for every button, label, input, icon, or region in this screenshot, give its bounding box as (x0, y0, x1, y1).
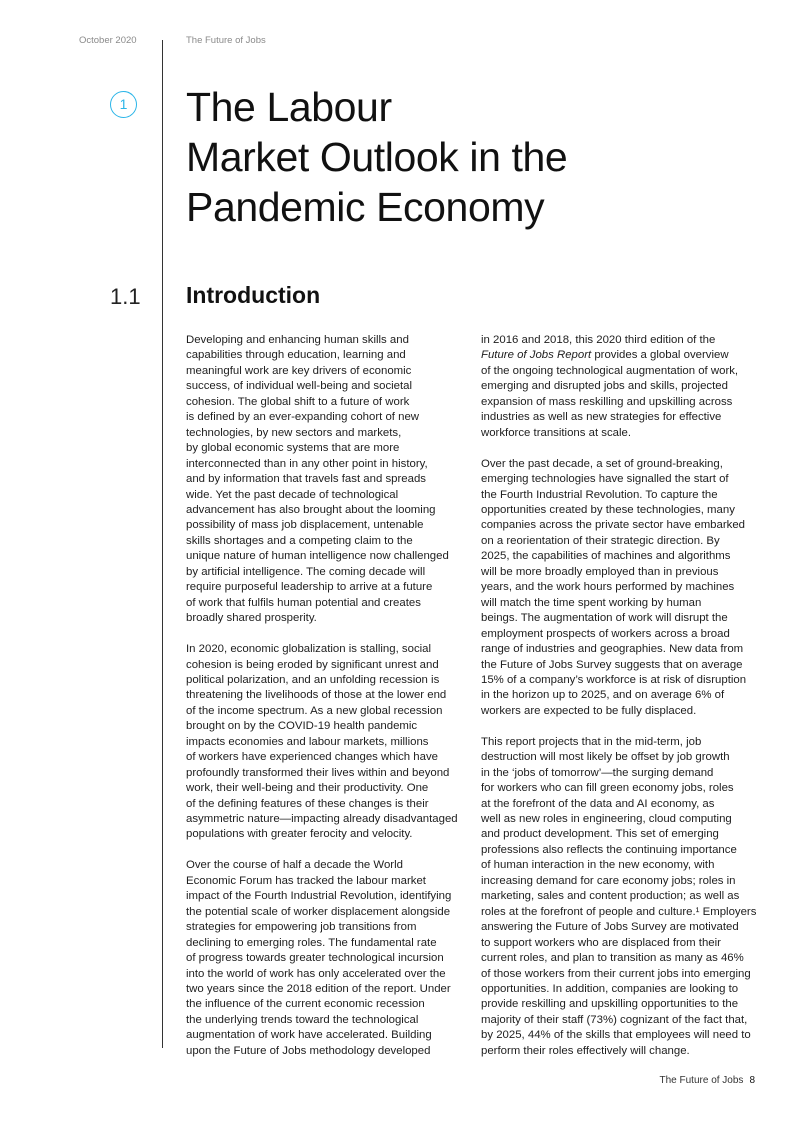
text-line: augmentation of work have accelerated. Building (186, 1029, 432, 1042)
text-line: broadly shared prosperity. (186, 612, 317, 625)
report-title-italic: Future of Jobs Report (481, 349, 592, 362)
chapter-number-badge: 1 (110, 91, 137, 118)
text-line: employment prospects of workers across a broad (481, 627, 730, 640)
text-line: wide. Yet the past decade of technological (186, 488, 399, 501)
page-footer (660, 1075, 756, 1086)
text-line: into the world of work has only accelerated over the (186, 967, 446, 980)
text-line: of work that fulfils human potential and creates (186, 596, 421, 609)
paragraph (186, 642, 476, 843)
text-line: by global economic systems that are more (186, 442, 400, 455)
margin-rule (162, 40, 163, 1048)
text-line: success, of individual well-being and societal (186, 380, 413, 393)
text-line: the potential scale of worker displacement alongside (186, 905, 451, 918)
text-line: profoundly transformed their lives within and beyond (186, 766, 450, 779)
text-line: opportunities created by these technologies, many (481, 503, 735, 516)
text-line: Economic Forum has tracked the labour market (186, 874, 426, 887)
text-line: strategies for empowering job transitions from (186, 921, 417, 934)
text-line: of workers have experienced changes which have (186, 751, 439, 764)
text-line: emerging and disrupted jobs and skills, projected (481, 380, 728, 393)
text-line: meaningful work are key drivers of economic (186, 364, 412, 377)
text-line: by 2025, 44% of the skills that employees will need to (481, 1029, 751, 1042)
text-line: declining to emerging roles. The fundamental rate (186, 936, 437, 949)
text-line: companies across the private sector have embarked (481, 519, 746, 532)
text-line: beings. The augmentation of work will disrupt the (481, 612, 728, 625)
text-line: of those workers from their current jobs into emerging (481, 967, 751, 980)
text-line: cohesion. The global shift to a future of work (186, 395, 410, 408)
text-line: asymmetric nature—impacting already disadvantaged (186, 813, 458, 826)
left-column (186, 333, 476, 1075)
text-line: the Future of Jobs Survey suggests that on average (481, 658, 743, 671)
text-line: two years since the 2018 edition of the report. Under (186, 983, 451, 995)
text-line: workers are expected to be fully displaced. (481, 704, 697, 717)
text-line: and by information that travels fast and spreads (186, 473, 426, 486)
text-line: impacts economies and labour markets, millions (186, 735, 429, 748)
text-line: in the ‘jobs of tomorrow’—the surging demand (481, 766, 714, 779)
chapter-title (186, 82, 746, 232)
text-line: technologies, by new sectors and markets, (186, 426, 402, 439)
text-line: 2025, the capabilities of machines and algorithms (481, 550, 731, 563)
text-line: emerging technologies have signalled the start of (481, 473, 729, 486)
text-fragment: provides a global overview (591, 349, 729, 362)
text-line: skills shortages and a competing claim to the (186, 534, 413, 547)
text-line: unique nature of human intelligence now challenged (186, 550, 449, 563)
text-line: require purposeful leadership to arrive at a future (186, 581, 433, 594)
text-line: in the horizon up to 2025, and on average 6% of (481, 689, 725, 702)
text-line: is defined by an ever-expanding cohort of new (186, 411, 420, 424)
text-line: expansion of mass reskilling and upskilling across (481, 395, 733, 408)
text-line: on a reorientation of their strategic direction. By (481, 534, 720, 547)
paragraph (186, 333, 476, 627)
text-line: marketing, sales and content production; as well as (481, 890, 740, 903)
text-line: destruction will most likely be offset by job growth (481, 751, 730, 764)
paragraph (186, 858, 476, 1059)
text-line: at the forefront of the data and AI economy, as (481, 797, 715, 810)
footer-publication: The Future of Jobs (659, 1075, 744, 1086)
text-line: 15% of a company’s workforce is at risk of disruption (481, 673, 747, 686)
right-column (481, 333, 771, 1075)
text-line: of the ongoing technological augmentation of work, (481, 364, 739, 377)
text-line: in 2016 and 2018, this 2020 third edition of the (481, 334, 716, 346)
text-line: In 2020, economic globalization is stalling, social (186, 643, 432, 656)
text-line: threatening the livelihoods of those at the lower end (186, 689, 447, 702)
text-line: provide reskilling and upskilling opportunities to the (481, 998, 739, 1011)
text-line: upon the Future of Jobs methodology developed (186, 1044, 431, 1057)
text-line: and product development. This set of emerging (481, 828, 719, 841)
text-line: will match the time spent working by human (481, 596, 702, 609)
text-line: Over the course of half a decade the World (186, 859, 403, 872)
text-line: perform their roles effectively will change. (481, 1044, 690, 1057)
text-line: advancement has also brought about the looming (186, 503, 436, 516)
text-line: populations with greater ferocity and velocity. (186, 828, 413, 841)
text-line: roles at the forefront of people and culture.¹ Employers (481, 905, 757, 918)
text-line: work, their well-being and their productivity. One (186, 782, 429, 795)
text-line: political polarization, and an unfolding recession is (186, 673, 440, 686)
text-line: industries as well as new strategies for effective (481, 411, 722, 424)
text-line: This report projects that in the mid-term, job (481, 735, 702, 748)
text-line: workforce transitions at scale. (481, 426, 632, 439)
text-line: possibility of mass job displacement, untenable (186, 519, 424, 532)
text-line: Over the past decade, a set of ground-breaking, (481, 457, 723, 470)
paragraph (481, 457, 771, 720)
text-line: of the defining features of these changes is their (186, 797, 429, 810)
text-line: professions also reflects the continuing importance (481, 843, 737, 856)
text-line: to support workers who are displaced from their (481, 936, 721, 949)
text-line: cohesion is being eroded by significant unrest and (186, 658, 439, 671)
text-line: opportunities. In addition, companies are looking to (481, 983, 739, 995)
header-publication: The Future of Jobs (186, 35, 266, 46)
section-title: Introduction (186, 282, 321, 308)
text-line: of the income spectrum. As a new global recession (186, 704, 443, 717)
chapter-title-line: Pandemic Economy (186, 184, 545, 230)
text-line: capabilities through education, learning and (186, 349, 406, 362)
text-line: years, and the work hours performed by machines (481, 581, 735, 594)
section-number: 1.1 (110, 284, 141, 309)
text-line: Developing and enhancing human skills and (186, 334, 409, 346)
paragraph (481, 333, 771, 441)
text-line: current roles, and plan to transition as many as 46% (481, 952, 744, 965)
text-line (481, 348, 771, 363)
text-line: by artificial intelligence. The coming decade will (186, 565, 426, 578)
header-date: October 2020 (79, 35, 137, 46)
paragraph (481, 735, 771, 1060)
text-line: increasing demand for care economy jobs; roles in (481, 874, 736, 887)
text-line: impact of the Fourth Industrial Revolution, identifying (186, 890, 452, 903)
text-line: will be more broadly employed than in previous (481, 565, 719, 578)
text-line: interconnected than in any other point in history, (186, 457, 428, 470)
page-number: 8 (749, 1075, 755, 1086)
text-line: majority of their staff (73%) cognizant of the fact that, (481, 1013, 748, 1026)
text-line: brought on by the COVID-19 health pandemic (186, 720, 418, 733)
text-line: of human interaction in the new economy, with (481, 859, 715, 872)
chapter-title-line: The Labour (186, 84, 392, 130)
text-line: well as new roles in engineering, cloud computing (481, 813, 732, 826)
text-line: for workers who can fill green economy jobs, roles (481, 782, 734, 795)
text-line: of progress towards greater technological incursion (186, 952, 444, 965)
text-line: answering the Future of Jobs Survey are motivated (481, 921, 739, 934)
text-line: the influence of the current economic recession (186, 998, 425, 1011)
chapter-title-line: Market Outlook in the (186, 134, 568, 180)
text-line: range of industries and geographies. New data from (481, 643, 744, 656)
text-line: the underlying trends toward the technological (186, 1013, 419, 1026)
text-line: the Fourth Industrial Revolution. To capture the (481, 488, 718, 501)
